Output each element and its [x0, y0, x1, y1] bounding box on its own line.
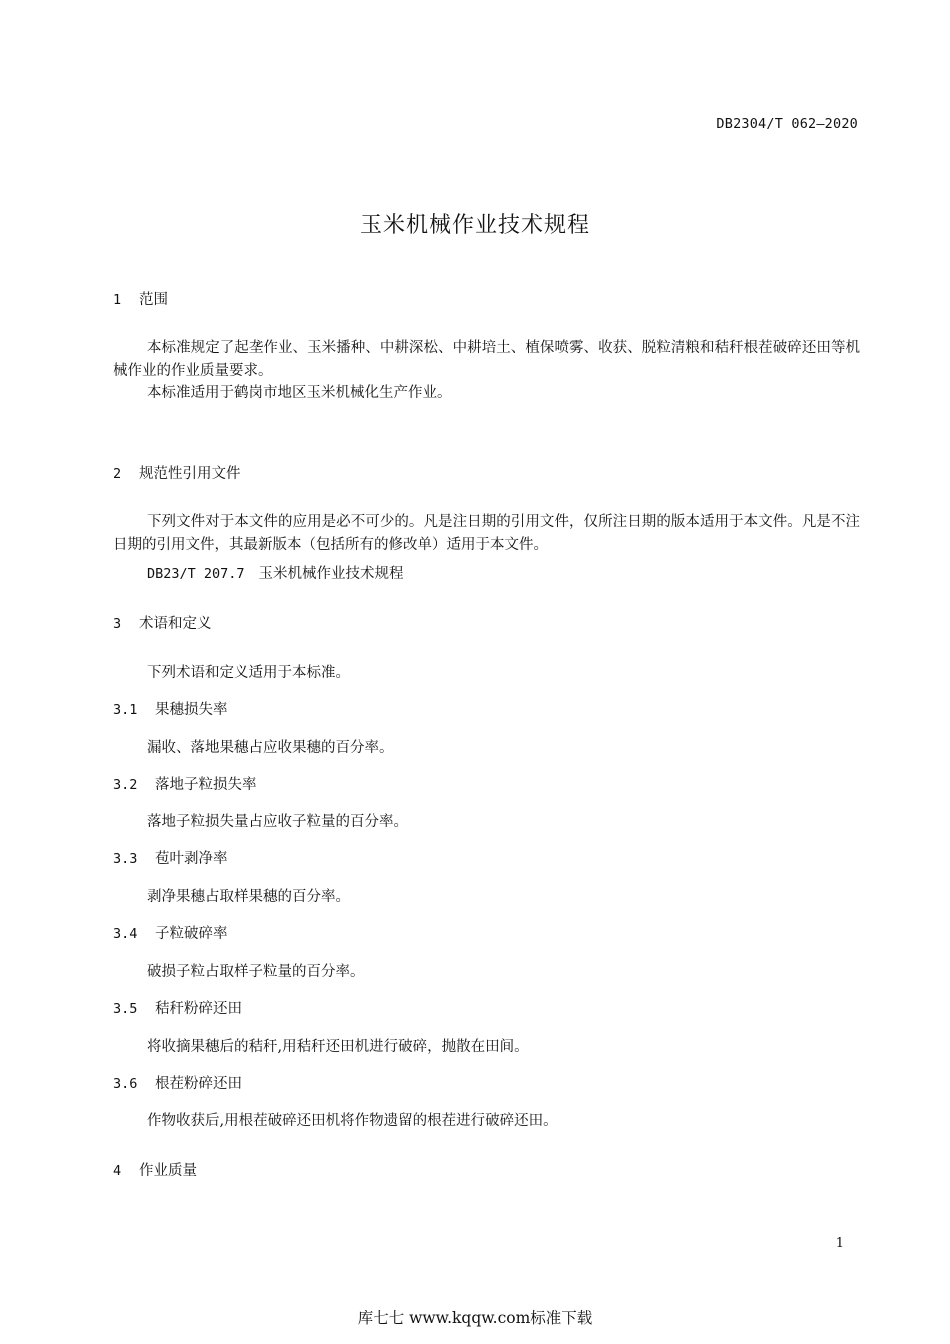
term-name: 根茬粉碎还田: [155, 1076, 242, 1092]
section-4-heading: [113, 1159, 197, 1180]
section-title: 作业质量: [139, 1163, 197, 1179]
section-3-heading: [113, 612, 212, 633]
term-3-2-heading: [113, 773, 257, 794]
document-title: 玉米机械作业技术规程: [359, 213, 590, 238]
term-number: 3.1: [113, 702, 138, 718]
section-1-heading: [113, 288, 168, 309]
paragraph: 本标准规定了起垄作业、玉米播种、中耕深松、中耕培土、植保喷雾、收获、脱粒清粮和秸秆根茬破碎还田等机械作业的作业质量要求。: [113, 340, 860, 379]
term-name: 子粒破碎率: [155, 926, 228, 942]
section-number: 4: [113, 1163, 122, 1179]
term-3-4-heading: [113, 922, 228, 943]
footer-watermark: 库七七 www.kqqw.com标准下载: [357, 1309, 593, 1327]
term-3-2-definition: 落地子粒损失量占应收子粒量的百分率。: [147, 814, 408, 830]
term-3-3-definition: 剥净果穗占取样果穗的百分率。: [147, 889, 350, 905]
section-title: 规范性引用文件: [139, 466, 241, 482]
term-name: 秸秆粉碎还田: [155, 1001, 242, 1017]
reference-code: DB23/T 207.7: [147, 566, 245, 582]
term-name: 落地子粒损失率: [155, 777, 257, 793]
section-2-body: [113, 511, 860, 556]
normative-reference: [147, 562, 404, 583]
standard-code: DB2304/T 062—2020: [716, 116, 858, 132]
section-number: 3: [113, 616, 122, 632]
term-name: 苞叶剥净率: [155, 851, 228, 867]
paragraph: 下列文件对于本文件的应用是必不可少的。凡是注日期的引用文件，仅所注日期的版本适用于本文件。凡是不注日期的引用文件，其最新版本（包括所有的修改单）适用于本文件。: [113, 514, 860, 553]
page-number: 1: [835, 1236, 844, 1251]
section-2-heading: [113, 462, 241, 483]
term-3-4-definition: 破损子粒占取样子粒量的百分率。: [147, 964, 365, 980]
section-1-body: [113, 337, 860, 405]
term-3-3-heading: [113, 847, 228, 868]
term-3-6-definition: 作物收获后,用根茬破碎还田机将作物遗留的根茬进行破碎还田。: [147, 1113, 558, 1129]
term-3-5-heading: [113, 997, 242, 1018]
term-name: 果穗损失率: [155, 702, 228, 718]
term-3-1-heading: [113, 698, 228, 719]
term-3-1-definition: 漏收、落地果穗占应收果穗的百分率。: [147, 740, 394, 756]
section-title: 术语和定义: [139, 616, 212, 632]
section-number: 1: [113, 292, 122, 308]
term-number: 3.5: [113, 1001, 138, 1017]
section-3-intro: 下列术语和定义适用于本标准。: [147, 665, 350, 681]
term-number: 3.3: [113, 851, 138, 867]
section-number: 2: [113, 466, 122, 482]
term-3-6-heading: [113, 1072, 242, 1093]
term-number: 3.4: [113, 926, 138, 942]
reference-title: 玉米机械作业技术规程: [258, 566, 404, 582]
paragraph: 本标准适用于鹤岗市地区玉米机械化生产作业。: [147, 385, 452, 401]
term-3-5-definition: 将收摘果穗后的秸秆,用秸秆还田机进行破碎，抛散在田间。: [147, 1039, 529, 1055]
term-number: 3.6: [113, 1076, 138, 1092]
term-number: 3.2: [113, 777, 138, 793]
section-title: 范围: [139, 292, 168, 308]
